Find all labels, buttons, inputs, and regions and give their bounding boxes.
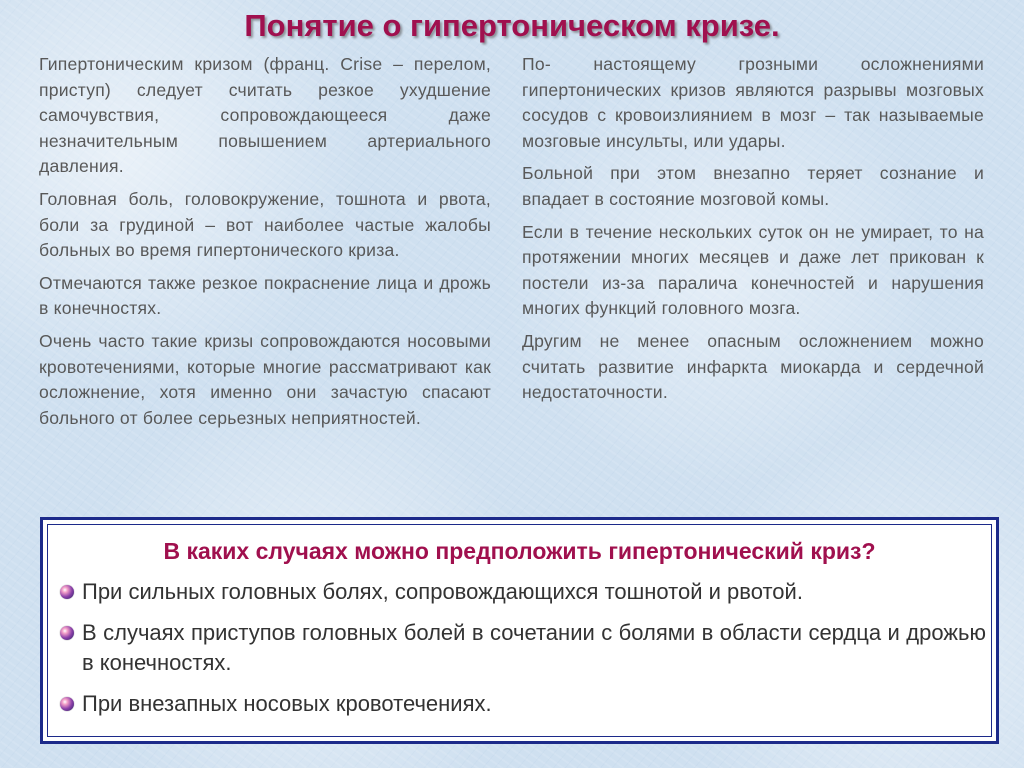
list-item-text: При сильных головных болях, сопровождающихся тошнотой и рвотой. (82, 579, 803, 604)
right-text-column (522, 52, 984, 413)
slide-title: Понятие о гипертоническом кризе. (244, 8, 780, 43)
list-item-text: При внезапных носовых кровотечениях. (82, 691, 492, 716)
list-item (60, 689, 986, 719)
question-box-heading: В каких случаях можно предположить гипертонический криз? (163, 538, 876, 564)
left-paragraph-4: Очень часто такие кризы сопровождаются носовыми кровотечениями, которые многие рассматривают как осложнение, хотя именно они зачастую спасают больного от более серьезных неприятностей. (39, 330, 491, 428)
left-paragraph-2: Головная боль, головокружение, тошнота и рвота, боли за грудиной – вот наиболее частые жалобы больных во время гипертонического криза. (39, 188, 491, 261)
sphere-bullet-icon (60, 626, 74, 640)
sphere-bullet-icon (60, 697, 74, 711)
right-paragraph-3: Если в течение нескольких суток он не умирает, то на протяжении многих месяцев и даже лет прикован к постели из-за паралича конечностей и нарушения многих функций головного мозга. (522, 221, 984, 319)
list-item (60, 618, 986, 678)
list-item (60, 577, 986, 607)
right-paragraph-4: Другим не менее опасным осложнением можно считать развитие инфаркта миокарда и сердечной недостаточности. (522, 330, 984, 403)
question-box-inner (47, 524, 992, 737)
left-paragraph-1: Гипертоническим кризом (франц. Crise – перелом, приступ) следует считать резкое ухудшение самочувствия, сопровождающееся даже незначительным повышением артериального давления. (39, 54, 491, 177)
left-paragraph-3: Отмечаются также резкое покраснение лица и дрожь в конечностях. (39, 272, 491, 319)
symptom-list (60, 577, 986, 730)
left-text-column (39, 52, 491, 438)
question-box (40, 517, 999, 744)
sphere-bullet-icon (60, 585, 74, 599)
right-paragraph-2: Больной при этом внезапно теряет сознание и впадает в состояние мозговой комы. (522, 163, 984, 209)
list-item-text: В случаях приступов головных болей в сочетании с болями в области сердца и дрожью в конечностях. (82, 620, 986, 675)
right-paragraph-1: По- настоящему грозными осложнениями гипертонических кризов являются разрывы мозговых сосудов с кровоизлиянием в мозг – так называемые мозговые инсульты, или удары. (522, 54, 984, 151)
